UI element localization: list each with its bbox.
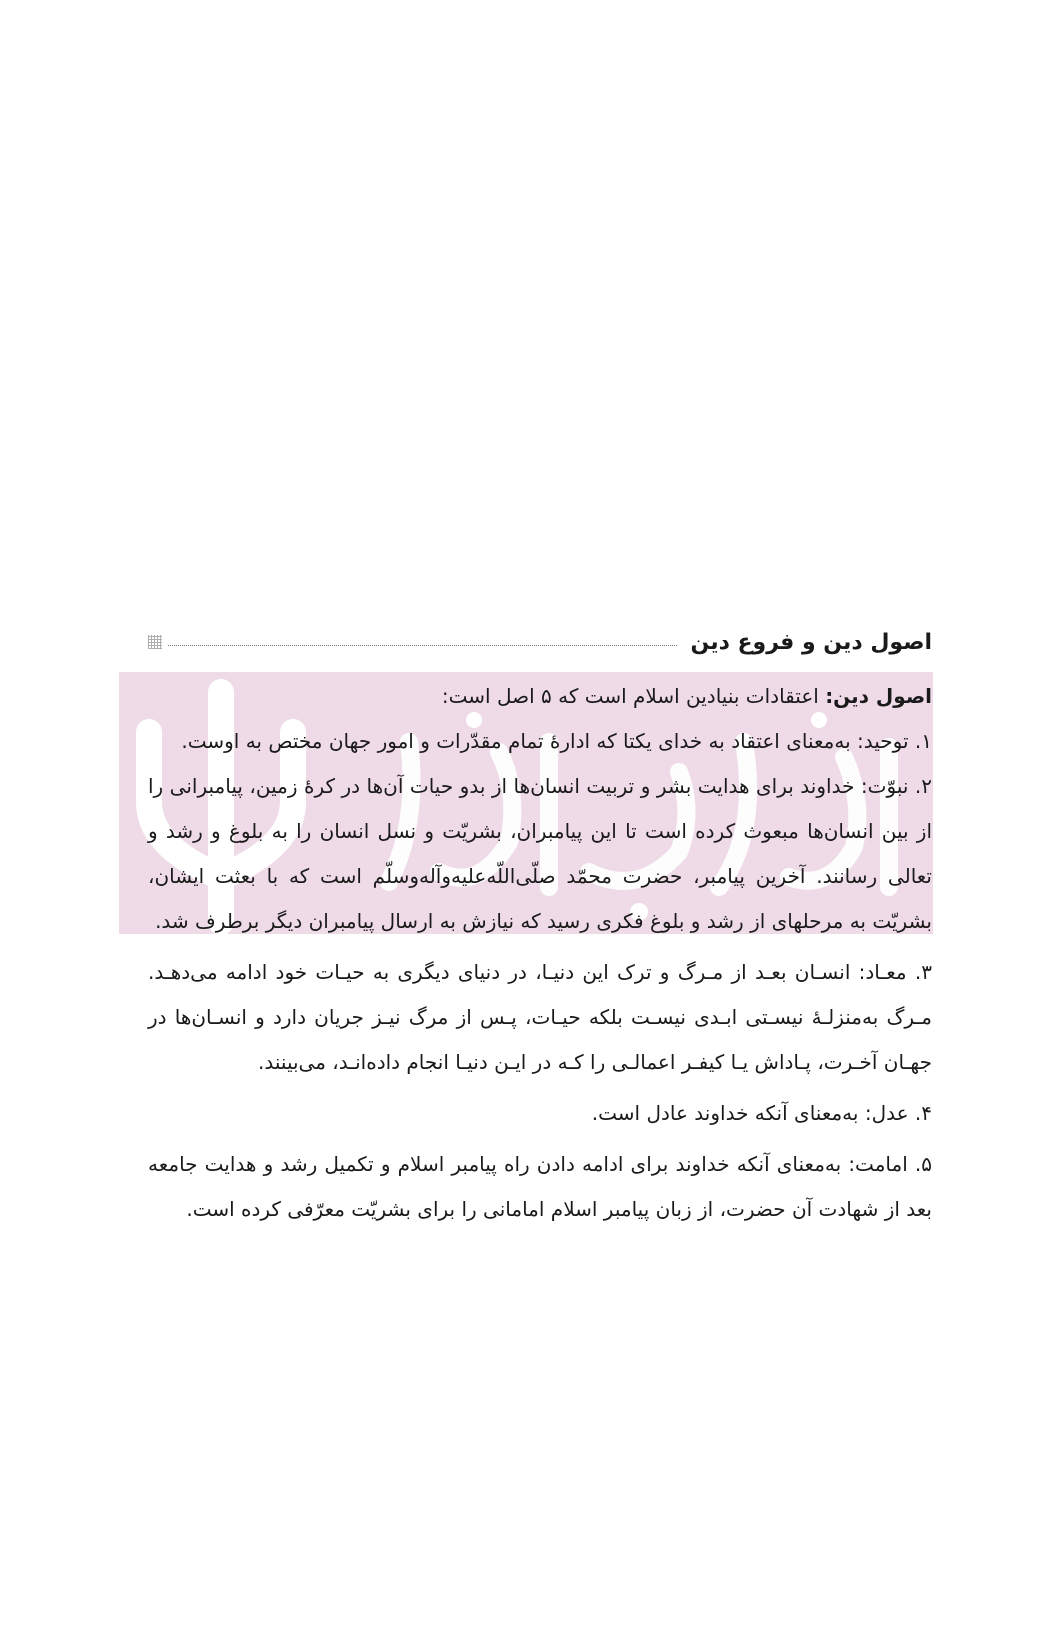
list-item-nubuwwat: ۲. نبوّت: خداوند برای هدایت بشر و تربیت انسان‌ها از بدو حیات آن‌ها در کرۀ زمین، پیامبرانی را از بین انسان‌ها مبعوث کرده است تا این پیامبران، بشریّت و نسل انسان را به بلوغ و رشد و تعالی رسانند. آخرین پیامبر، حضرت محمّد صلّی‌اللّه‌علیه‌وآله‌وسلّم است که با بعثت ایشان، بشریّت به مرحلهای از رشد و بلوغ فکری رسید که نیازش به ارسال پیامبران دیگر برطرف شد.	[148, 774, 932, 933]
list-item-imamat: ۵. امامت: به‌معنای آنکه خداوند برای ادامه دادن راه پیامبر اسلام و تکمیل رشد و هدایت جامعه بعد از شهادت آن حضرت، از زبان پیامبر اسلام امامانی را برای بشریّت معرّفی کرده است.	[148, 1152, 932, 1221]
list-item-tawhid: ۱. توحید: به‌معنای اعتقاد به خدای یکتا که ادارۀ تمام مقدّرات و امور جهان مختص به اوست.	[181, 729, 932, 753]
list-item-maad: ۳. معـاد: انسـان بعـد از مـرگ و ترک این دنیـا، در دنیای دیگری به حیـات خود ادامه می‌دهـد. مـرگ به‌منزلـۀ نیسـتی ابـدی نیسـت بلکه حیـات، پـس از مرگ نیـز جریان دارد و انسـان‌ها در جهـان آخـرت، پـاداش یـا کیفـر اعمالـی را کـه در ایـن دنیـا انجام داده‌انـد، می‌بینند.	[148, 960, 932, 1074]
intro-paragraph	[148, 674, 932, 719]
heading-dotted-rule	[168, 645, 677, 646]
section-title: اصول دین و فروع دین	[690, 629, 932, 655]
intro-lead: اصول دین:	[825, 684, 932, 708]
section-heading	[148, 622, 932, 662]
list-item-adl: ۴. عدل: به‌معنای آنکه خداوند عادل است.	[591, 1101, 932, 1125]
body-text	[148, 674, 932, 1232]
heading-end-mark-icon	[148, 635, 162, 649]
intro-text: اعتقادات بنیادین اسلام است که ۵ اصل است:	[441, 684, 826, 708]
